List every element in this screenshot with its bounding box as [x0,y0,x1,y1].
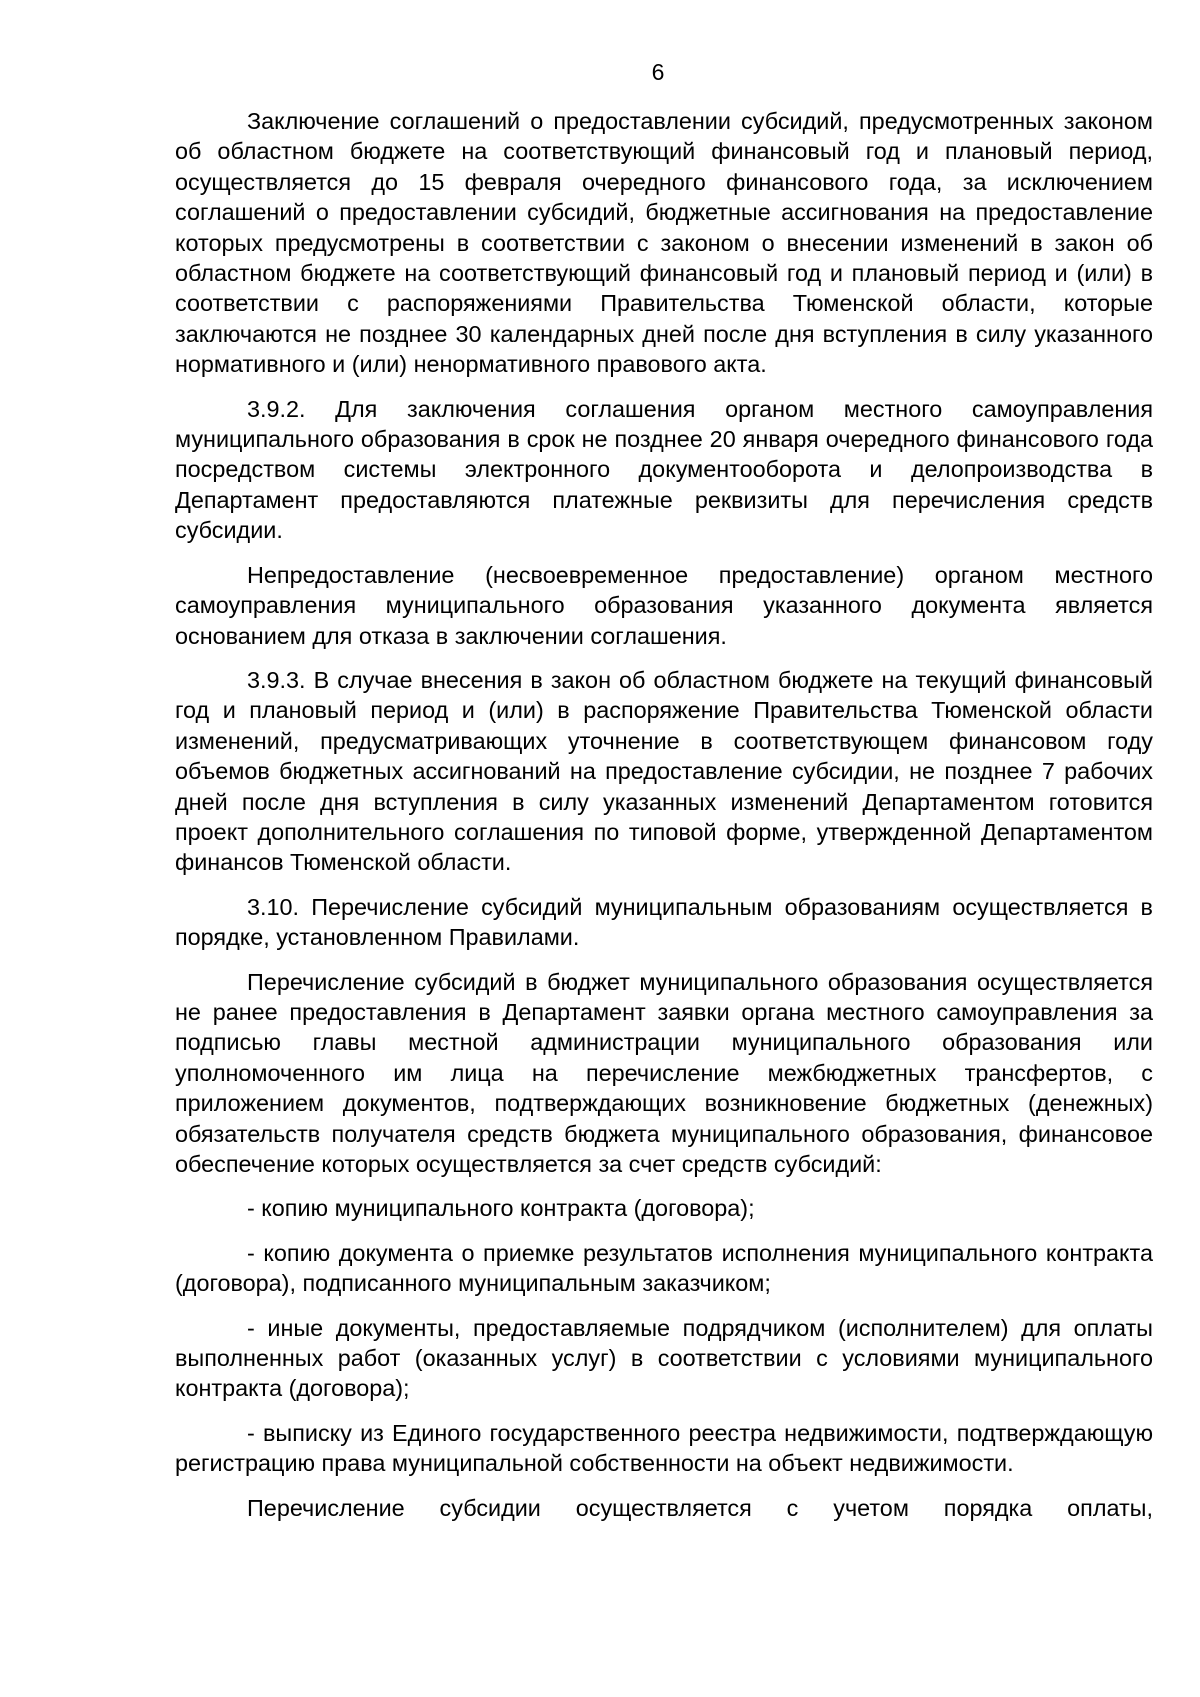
list-item-registry-extract: - выписку из Единого государственного реестра недвижимости, подтверждающую регистрацию права муниципальной собственности на объект недвижимости. [175,1419,1153,1477]
paragraph-transfer-conditions: Перечисление субсидий в бюджет муниципального образования осуществляется не ранее предоставления в Департамент заявки органа местного самоуправления за подписью главы местной администрации муниципального образования или уполномоченного им лица на перечисление межбюджетных трансфертов, с приложением документов, подтверждающих возникновение бюджетных (денежных) обязательств получателя средств бюджета муниципального образования, финансовое обеспечение которых осуществляется за счет средств субсидий: [175,968,1153,1177]
paragraph-3-9-3: 3.9.3. В случае внесения в закон об областном бюджете на текущий финансовый год и плановый период и (или) в распоряжение Правительства Тюменской области изменений, предусматривающих уточнение в соответствующем финансовом году объемов бюджетных ассигнований на предоставление субсидии, не позднее 7 рабочих дней после дня вступления в силу указанных изменений Департаментом готовится проект дополнительного соглашения по типовой форме, утвержденной Департаментом финансов Тюменской области. [175,666,1153,876]
list-item-contract-copy: - копию муниципального контракта (договора); [247,1195,755,1222]
list-item-acceptance-document: - копию документа о приемке результатов исполнения муниципального контракта (договора), подписанного муниципальным заказчиком; [175,1239,1153,1297]
paragraph-agreement-deadline: Заключение соглашений о предоставлении субсидий, предусмотренных законом об областном бюджете на соответствующий финансовый год и плановый период, осуществляется до 15 февраля очередного финансового года, за исключением соглашений о предоставлении субсидий, бюджетные ассигнования на предоставление которых предусмотрены в соответствии с законом о внесении изменений в закон об областном бюджете на соответствующий финансовый год и плановый период и (или) в соответствии с распоряжениями Правительства Тюменской области, которые заключаются не позднее 30 календарных дней после дня вступления в силу указанного нормативного и (или) ненормативного правового акта. [175,108,1153,378]
paragraph-3-9-2: 3.9.2. Для заключения соглашения органом местного самоуправления муниципального образования в срок не позднее 20 января очередного финансового года посредством системы электронного документооборота и делопроизводства в Департамент предоставляются платежные реквизиты для перечисления средств субсидии. [175,395,1153,544]
document-body [175,106,1153,1523]
list-item-other-documents: - иные документы, предоставляемые подрядчиком (исполнителем) для оплаты выполненных работ (оказанных услуг) в соответствии с условиями муниципального контракта (договора); [175,1314,1153,1402]
paragraph-non-submission: Непредоставление (несвоевременное предоставление) органом местного самоуправления муниципального образования указанного документа является основанием для отказа в заключении соглашения. [175,561,1153,649]
page-number: 6 [651,59,665,85]
paragraph-payment-order: Перечисление субсидии осуществляется с учетом порядка оплаты, [247,1494,1153,1521]
paragraph-3-10: 3.10. Перечисление субсидий муниципальным образованиям осуществляется в порядке, установленном Правилами. [175,893,1153,951]
